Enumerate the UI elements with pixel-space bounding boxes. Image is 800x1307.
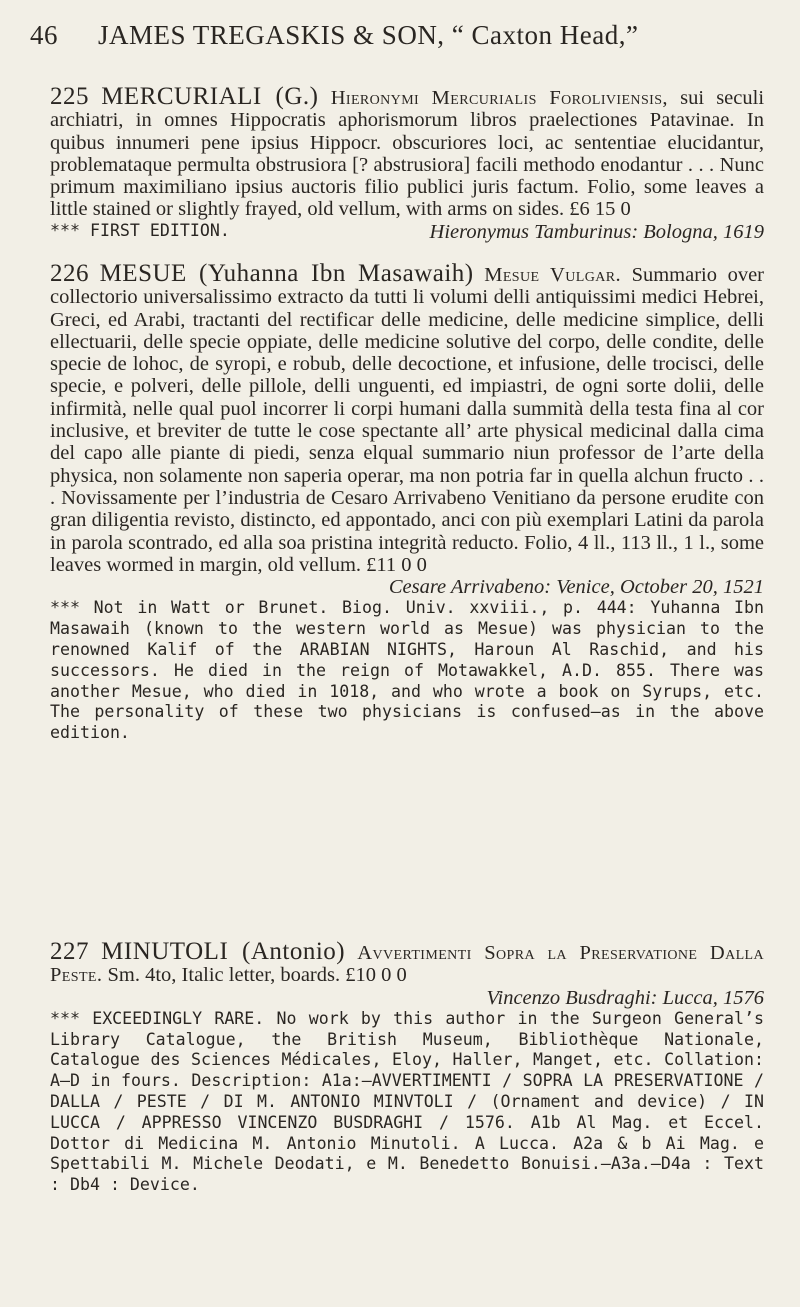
entry-author: MESUE (Yuhanna Ibn Masawaih) <box>99 260 474 287</box>
entry-description: sui seculi archiatri, in omnes Hippocratis aphorismorum libros praelectiones Patavinae. In quibus innumeri pene ipsius Hippocr. obscuriores loci, ac sententiae elucidantur, problemataque permulta obstrusiora [? abstrusiora] facili methodo enodantur . . . Nunc primum maximiliano ipsius auctoris filio publici juris factum. Folio, some leaves a little stained or slightly frayed, old vellum, with arms on sides. <box>50 87 765 221</box>
entry-body <box>50 260 764 576</box>
entry-price: £6 15 0 <box>569 198 631 221</box>
running-title: JAMES TREGASKIS & SON, “ Caxton Head,” <box>98 20 639 50</box>
entry-author: MERCURIALI (G.) <box>101 83 319 110</box>
catalogue-entry-226 <box>50 260 764 744</box>
catalogue-entry-227 <box>50 938 765 1196</box>
entry-note: *** EXCEEDINGLY RARE. No work by this author in the Surgeon General’s Library Catalogue, the British Museum, Bibliothèque Nationale, Catalogue des Sciences Médicales, Eloy, Haller, Manget, etc. Collation: A—D in fours. Description: A1a:—AVVERTIMENTI / SOPRA LA PRESERVATIONE / DALLA / PESTE / DI M. ANTONIO MINVTOLI / (Ornament and device) / IN LUCCA / APPRESSO VINCENZO BUSDRAGHI / 1576. A1b Al Mag. et Eccel. Dottor di Medicina M. Antonio Minutoli. A Lucca. A2a & b Ai Mag. e Spettabili M. Michele Deodati, e M. Benedetto Bonuisi.—A3a.—D4a : Text : Db4 : Device. <box>50 1008 764 1195</box>
entry-price: £11 0 0 <box>366 553 427 576</box>
entry-description: Sm. 4to, Italic letter, boards. <box>107 964 341 987</box>
page-number: 46 <box>30 20 58 50</box>
entry-imprint: Cesare Arrivabeno: Venice, October 20, 1521 <box>388 576 764 599</box>
running-header <box>30 20 770 51</box>
entry-description: Summario over collectorio universalissimo extracto da tutti li volumi delli antiquissimi medici Hebrei, Greci, ed Arabi, tractanti del rectificar delle medicine, delle medicine simplice, delli ellectuarii, delle specie oppiate, delle medicine solutive del corpo, delle condite, delle specie de lohoc, de syropi, e robub, delle decoctione, et infusione, delle trocisci, delle specie, e polveri, delle pillole, delli unguenti, ed impiastri, de ogni sorte dolii, delle infirmità, nelle qual puol incorrer li corpi humani dalla summità della testa fina al cor inclusive, et breviter de tutte le cose spectante all’ arte physical medicinal dalla cima del capo alle piante di piedi, senza elqual summario niun professor de l’arte della physica, non solamente non saperia operar, ma non potria far in quella alchun fructo . . . Novissamente per l’industria de Cesaro Arrivabeno Venitiano da persone erudite con gran diligentia revisto, distincto, ed appontado, anci con più exemplari Latini da parola in parola scontrado, ed alla soa pristina integrità reducto. Folio, 4 ll., 113 ll., 1 l., some leaves wormed in margin, old vellum. <box>50 264 764 576</box>
lot-number: 227 <box>50 938 89 965</box>
entry-imprint: Hieronymus Tamburinus: Bologna, 1619 <box>429 220 764 243</box>
lot-number: 225 <box>50 83 89 110</box>
entry-author: MINUTOLI (Antonio) <box>101 938 346 965</box>
entry-title: Mesue Vulgar. <box>484 264 621 286</box>
catalogue-entry-225 <box>50 83 765 243</box>
entry-title: Avvertimenti Sopra la Preservatione Dalla Peste. <box>50 942 765 987</box>
entry-price: £10 0 0 <box>345 964 407 987</box>
entry-title: Hieronymi Mercurialis Foroliviensis, <box>330 87 668 109</box>
entry-note: *** FIRST EDITION. <box>50 220 230 240</box>
entry-imprint: Vincenzo Busdraghi: Lucca, 1576 <box>486 986 764 1009</box>
lot-number: 226 <box>50 260 89 287</box>
entry-note: *** Not in Watt or Brunet. Biog. Univ. xxviii., p. 444: Yuhanna Ibn Masawaih (known to the western world as Mesue) was physician to the renowned Kalif of the ARABIAN NIGHTS, Haroun Al Raschid, and his successors. He died in the reign of Motawakkel, A.D. 855. There was another Mesue, who died in 1018, and who wrote a book on Syrups, etc. The personality of these two physicians is confused—as in the above edition. <box>50 598 764 743</box>
entry-body <box>50 938 765 987</box>
